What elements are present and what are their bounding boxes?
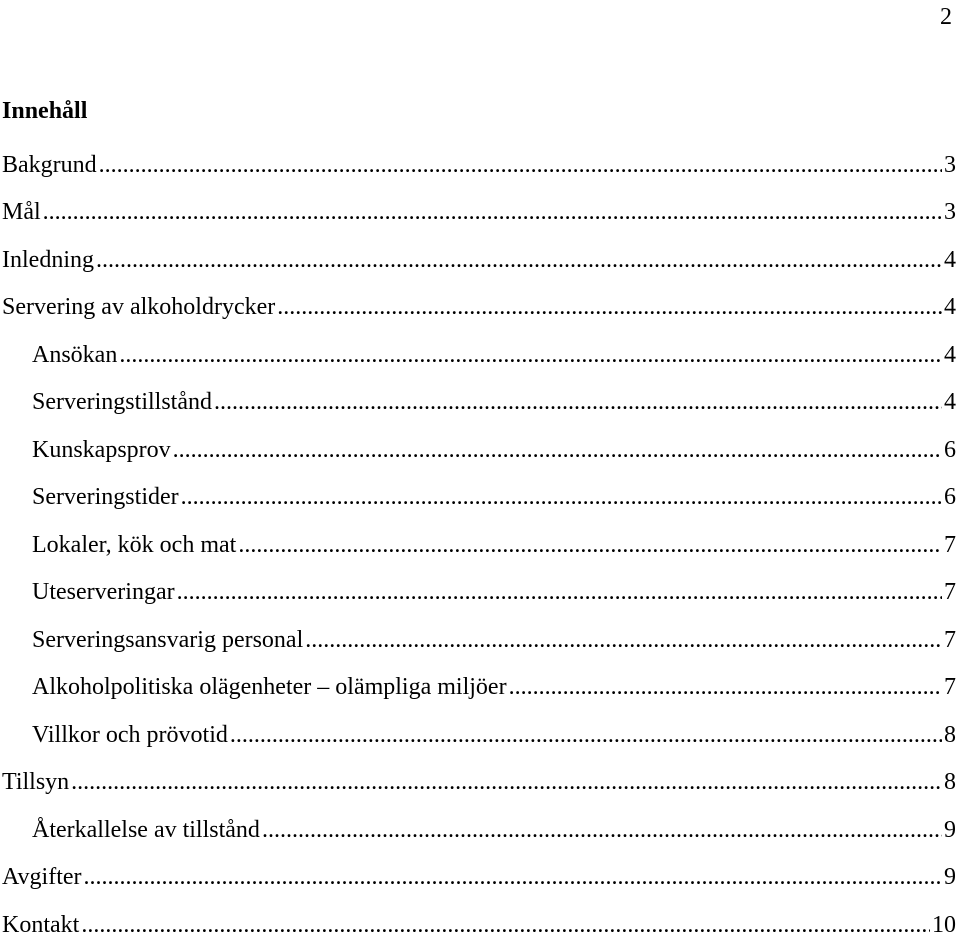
toc-dot-leader: [214, 387, 942, 417]
toc-entry-page: 3: [944, 151, 956, 178]
toc-entry-page: 6: [944, 436, 956, 463]
toc-dot-leader: [119, 340, 942, 370]
toc-entry[interactable]: [0, 806, 956, 854]
toc-dot-leader: [238, 530, 942, 560]
toc-entry-page: 4: [944, 389, 956, 416]
toc-entry-page: 3: [944, 199, 956, 226]
toc-dot-leader: [71, 767, 942, 797]
toc-entry-label: Kunskapsprov: [32, 436, 171, 463]
toc-entry-label: Återkallelse av tillstånd: [32, 816, 260, 843]
table-of-contents: [0, 141, 956, 949]
toc-entry[interactable]: [0, 569, 956, 617]
toc-entry[interactable]: [0, 474, 956, 522]
toc-entry-label: Villkor och prövotid: [32, 721, 228, 748]
toc-dot-leader: [84, 862, 942, 892]
toc-entry-page: 4: [944, 341, 956, 368]
toc-dot-leader: [96, 245, 942, 275]
toc-entry[interactable]: [0, 759, 956, 807]
toc-entry-label: Mål: [2, 199, 41, 226]
toc-entry[interactable]: [0, 284, 956, 332]
toc-entry[interactable]: [0, 426, 956, 474]
page-number: 2: [940, 4, 952, 30]
toc-entry-page: 7: [944, 531, 956, 558]
toc-entry[interactable]: [0, 664, 956, 712]
toc-dot-leader: [181, 482, 942, 512]
toc-dot-leader: [177, 577, 942, 607]
toc-entry[interactable]: [0, 331, 956, 379]
toc-entry-label: Tillsyn: [2, 769, 70, 796]
toc-entry-label: Servering av alkoholdrycker: [2, 294, 276, 321]
toc-entry-page: 9: [944, 864, 956, 891]
toc-entry-page: 4: [944, 246, 956, 273]
toc-entry[interactable]: [0, 711, 956, 759]
toc-entry-label: Lokaler, kök och mat: [32, 531, 237, 558]
toc-dot-leader: [99, 150, 942, 180]
toc-entry[interactable]: [0, 854, 956, 902]
toc-entry[interactable]: [0, 379, 956, 427]
toc-entry-page: 7: [944, 626, 956, 653]
toc-dot-leader: [230, 720, 942, 750]
toc-entry-page: 8: [944, 721, 956, 748]
toc-entry-page: 10: [932, 911, 956, 938]
toc-dot-leader: [305, 625, 942, 655]
toc-entry[interactable]: [0, 141, 956, 189]
toc-entry[interactable]: [0, 236, 956, 284]
toc-entry-label: Inledning: [2, 246, 94, 273]
toc-entry-label: Uteserveringar: [32, 579, 175, 606]
toc-dot-leader: [262, 815, 942, 845]
toc-entry-label: Ansökan: [32, 341, 118, 368]
toc-entry[interactable]: [0, 901, 956, 949]
toc-entry-label: Bakgrund: [2, 151, 97, 178]
toc-entry-page: 6: [944, 484, 956, 511]
toc-entry-label: Serveringsansvarig personal: [32, 626, 304, 653]
toc-entry-page: 7: [944, 674, 956, 701]
toc-entry-label: Kontakt: [2, 911, 80, 938]
toc-dot-leader: [81, 910, 930, 940]
toc-dot-leader: [509, 672, 942, 702]
toc-dot-leader: [173, 435, 942, 465]
toc-title: Innehåll: [2, 98, 88, 124]
toc-entry-page: 8: [944, 769, 956, 796]
toc-entry[interactable]: [0, 189, 956, 237]
toc-entry[interactable]: [0, 616, 956, 664]
toc-dot-leader: [277, 292, 942, 322]
toc-entry-label: Alkoholpolitiska olägenheter – olämpliga miljöer: [32, 674, 507, 701]
toc-dot-leader: [43, 197, 942, 227]
toc-entry-label: Serveringstillstånd: [32, 389, 212, 416]
toc-entry[interactable]: [0, 521, 956, 569]
toc-entry-page: 7: [944, 579, 956, 606]
toc-entry-label: Avgifter: [2, 864, 82, 891]
toc-entry-page: 4: [944, 294, 956, 321]
toc-entry-page: 9: [944, 816, 956, 843]
toc-entry-label: Serveringstider: [32, 484, 179, 511]
